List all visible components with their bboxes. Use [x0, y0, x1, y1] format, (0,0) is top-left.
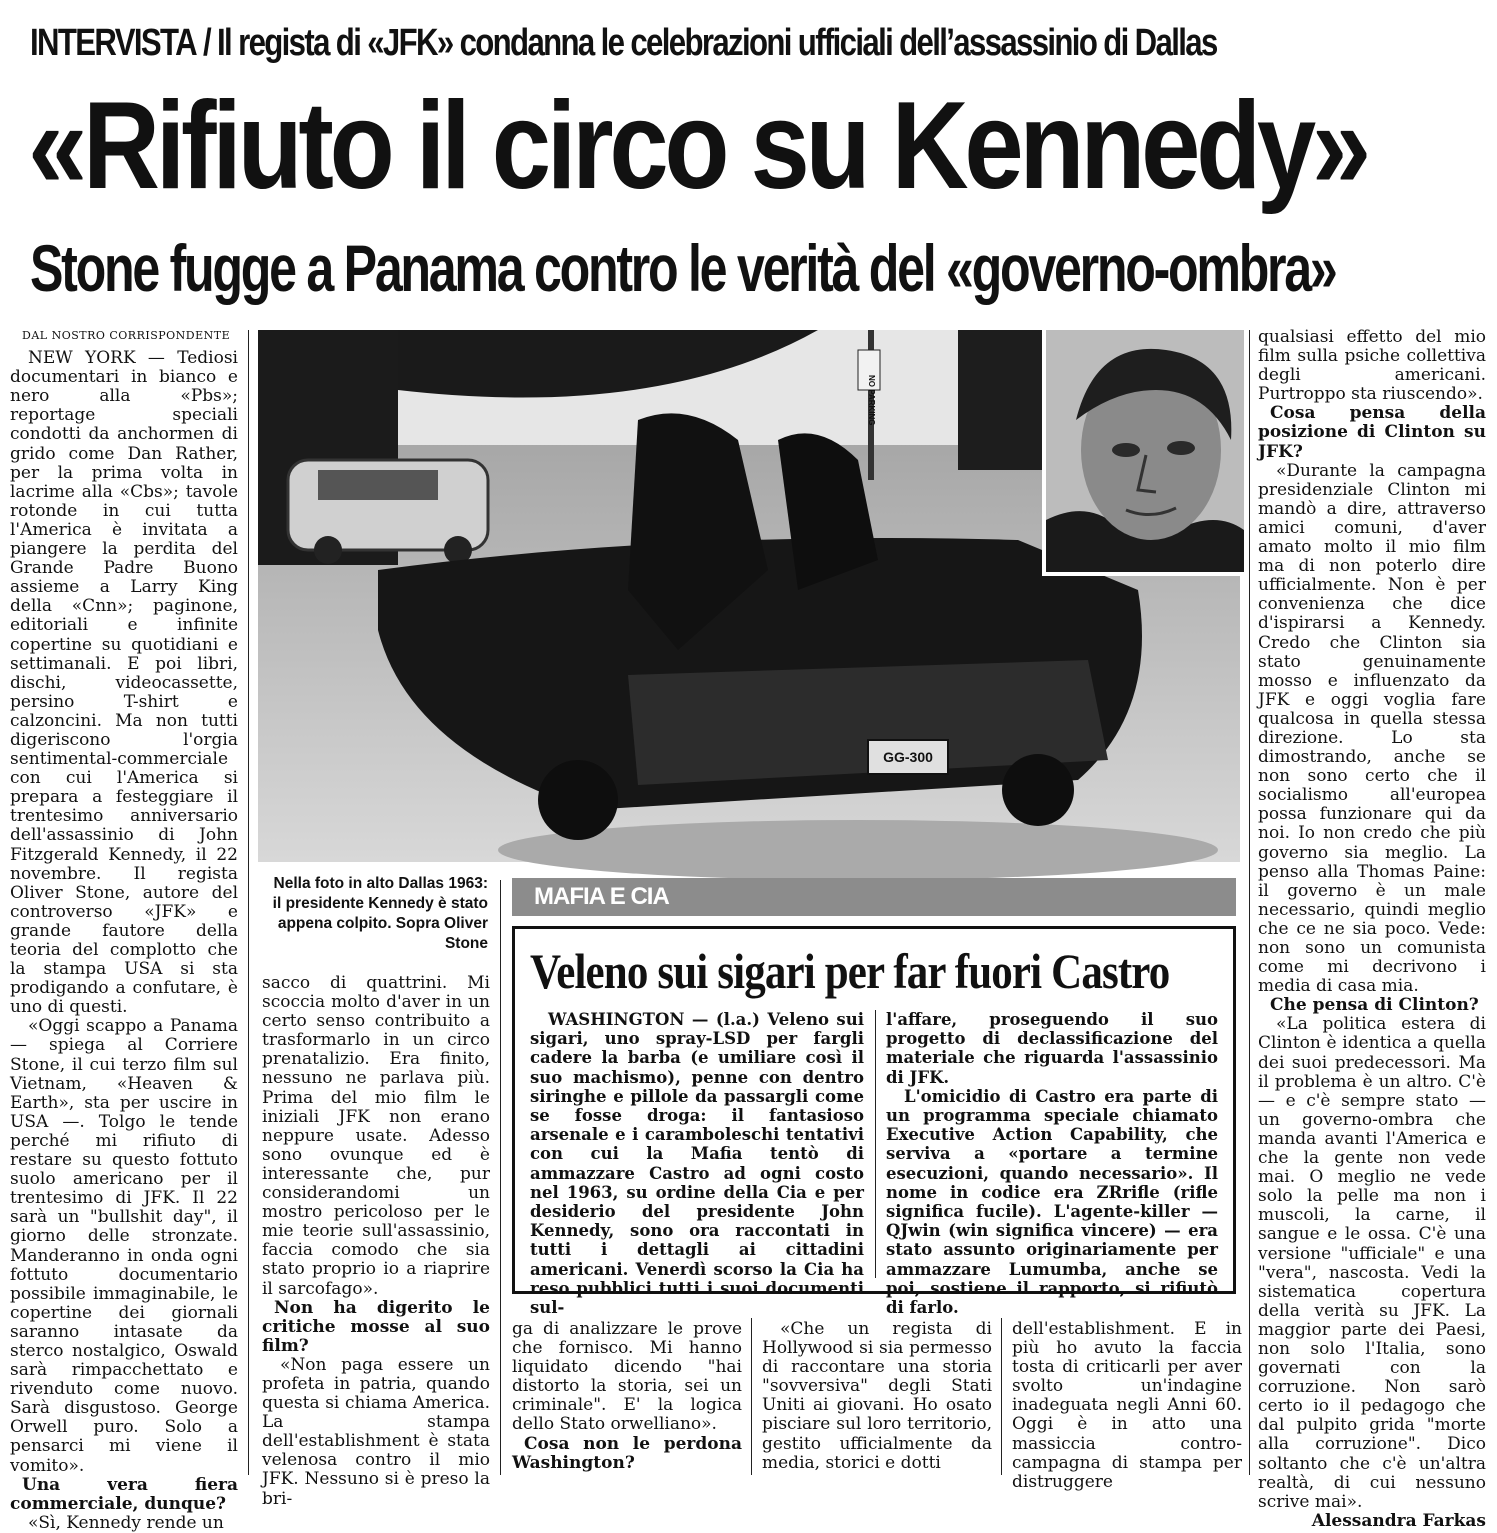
no-parking-sign-text: NO PARKING [867, 375, 876, 426]
paragraph: WASHINGTON — (l.a.) Veleno sui sigari, uno spray-LSD per fargli cadere la barba (e umiliare così il suo machismo), penne con dentro siringhe e pillole da passargli come se fosse droga: il fantasioso arsenale e i caramboleschi tentativi con cui la Mafia tentò di ammazzare Castro ad ogni costo nel 1963, su ordine della Cia e per desiderio del presidente John Kennedy, sono ora raccontati in tutti i dettagli ai cittadini americani. Venerdì scorso la Cia ha reso pubblici tutti i suoi documenti sul- [530, 1010, 864, 1318]
photo-caption: Nella foto in alto Dallas 1963: il presidente Kennedy è stato appena colpito. Sopra Oliver Stone [272, 875, 488, 952]
kicker-separator: / [195, 22, 218, 64]
sidebar-divider [875, 1010, 876, 1278]
column-4 [762, 1320, 992, 1476]
column-divider [248, 330, 249, 1475]
correspondent-label: DAL NOSTRO CORRISPONDENTE [22, 329, 231, 342]
photo-oliver-stone [1042, 330, 1244, 576]
paragraph: ga di analizzare le prove che fornisco. Mi hanno liquidato dicendo "hai distorto la storia, sei un criminale". E' la logica dello Stato orwelliano». [512, 1319, 742, 1435]
column-divider [751, 1318, 752, 1475]
paragraph: «Durante la campagna presidenziale Clinton mi mandò a dire, attraverso amici comuni, d'aver amato molto il mio film ma di non poterlo dire ufficialmente. Non è per convenienza che dice d'ispirarsi a Kennedy. Credo che Clinton sia stato genuinamente mosso e influenzato da JFK e oggi voglia fare qualcosa in quella stessa direzione. Lo sta dimostrando, anche se non sono certo che il socialismo all'europea possa funzionare qui da noi. Io non credo che più governo sia meglio. La penso alla Thomas Paine: il governo è un male necessario, quindi meglio che ce ne sia poco. Vede: non sono un comunista come mi decrivono i media di casa mia. [1258, 460, 1486, 997]
kicker [30, 22, 1217, 74]
interview-question: Che pensa di Clinton? [1270, 995, 1479, 1016]
license-plate-text: GG-300 [883, 749, 933, 765]
paragraph: «Oggi scappo a Panama — spiega al Corriere Stone, il cui terzo film sul Vietnam, «Heaven & Earth», sta per uscire in USA —. Tolgo le tende perché mi rifiuto di restare su questo fottuto suolo americano per il trentesimo di JFK. Il 22 sarà un "bullshit day", il giorno delle stronzate. Manderanno in onda ogni fottuto documentario possibile immaginabile, le copertine dei giornali saranno intasate da sterco nostalgico, Oswald sarà rimpacchettato e rivenduto come nuovo. Sarà disgustoso. George Orwell puro. Solo a pensarci mi viene il vomito». [10, 1016, 238, 1476]
paragraph: dell'establishment. E in più ho avuto la faccia tosta di criticarli per aver svolto un'indagine inadeguata negli Anni 60. Oggi è in atto una massiccia controcampagna di stampa per distruggere [1012, 1319, 1242, 1492]
column-divider [1249, 330, 1250, 1475]
column-1 [10, 326, 238, 1533]
paragraph: L'omicidio di Castro era parte di un programma speciale chiamato Executive Action Capability, che serviva a «portare a termine esecuzioni, quando necessario». Il nome in codice era ZRrifle (rifle significa fucile). L'agente-killer — QJwin (win significa vincere) — era stato assunto originariamente per ammazzare Lumumba, anche se poi, sostiene il rapporto, si rifiutò di farlo. [886, 1086, 1218, 1318]
sidebar-label-text: MAFIA E CIA [534, 883, 669, 910]
subheadline: Stone fugge a Panama contro le verità del «governo-ombra» [30, 231, 1336, 305]
paragraph: «Non paga essere un profeta in patria, quando questa si chiama America. La stampa dell'establishment è stata velenosa contro il mio JFK. Nessuno si è preso la bri- [262, 1354, 490, 1509]
paragraph: qualsiasi effetto del mio film sulla psiche collettiva degli americani. Purtroppo sta riuscendo». [1258, 327, 1486, 405]
column-6 [1258, 327, 1486, 1531]
kicker-label: INTERVISTA [30, 22, 196, 64]
interview-question: Cosa non le perdona Washington? [512, 1433, 742, 1473]
paragraph: l'affare, proseguendo il suo progetto di declassificazione del materiale che riguarda l'assassinio di JFK. [886, 1010, 1218, 1087]
paragraph: NEW YORK — Tediosi documentari in bianco e nero alla «Pbs»; reportage speciali condotti da anchormen di grido come Dan Rather, per la prima volta in lacrime alla «Cbs»; tavole rotonde in cui tutta l'America è invitata a piangere la perdita del Grande Padre Buono assieme a Larry King della «Cnn»; paginone, editoriali e infinite copertine su quotidiani e settimanali. E poi libri, dischi, videocassette, persino T-shirt e calzoncini. Ma non tutti digeriscono l'orgia sentimental-commerciale con cui l'America si prepara a festeggiare il trentesimo anniversario dell'assassinio di John Fitzgerald Kennedy, il 22 novembre. Il regista Oliver Stone, autore del controverso «JFK» e grande fautore della teoria del complotto che la stampa USA si sta prodigando a confutare, è uno di questi. [10, 348, 238, 1018]
headline: «Rifiuto il circo su Kennedy» [28, 77, 1367, 215]
paragraph: «La politica estera di Clinton è identica a quella dei suoi predecessori. Ma il problema è un altro. C'è — e c'è sempre stato — un governo-ombra che manda avanti l'America e che la gente non vede mai. O meglio ne vede solo la pelle ma non i muscoli, la carne, il sangue e le ossa. C'è una versione "ufficiale" e una "vera", nascosta. Vedi la sistematica copertura della verità su JFK. La maggior parte dei Paesi, non solo l'Italia, sono governati con la corruzione. Non sarò certo io il pedagogo che dal pulpito grida "morte alla corruzione". Dico soltanto che c'è un'altra realtà, di cui nessuno scrive mai». [1258, 1014, 1486, 1512]
column-2 [262, 973, 490, 1509]
column-3 [512, 1320, 742, 1476]
sidebar-column-left [530, 1010, 864, 1318]
kicker-text: Il regista di «JFK» condanna le celebrazioni ufficiali dell’assassinio di Dallas [217, 22, 1217, 64]
column-divider [500, 880, 501, 1475]
interview-question: Non ha digerito le critiche mosse al suo film? [262, 1297, 490, 1356]
paragraph: sacco di quattrini. Mi scoccia molto d'aver in un certo senso contribuito a trasformarlo in un circo prenatalizio. Era finito, nessuno ne parlava più. Prima del mio film le iniziali JFK non erano neppure usate. Adesso sono ovunque ed è interessante che, pur considerandomi un mostro pericoloso per le mie teorie sull'assassinio, faccia comodo che sia stato proprio io a riaprire il sarcofago». [262, 973, 490, 1299]
sidebar-column-right [886, 1010, 1218, 1318]
sidebar-title: Veleno sui sigari per far fuori Castro [530, 943, 1170, 999]
portrait-illustration [1046, 330, 1244, 572]
paragraph: «Sì, Kennedy rende un [28, 1512, 224, 1533]
author-signature: Alessandra Farkas [1311, 1510, 1486, 1531]
column-divider [1001, 1318, 1002, 1475]
interview-question: Una vera fiera commerciale, dunque? [10, 1474, 238, 1514]
sidebar-label [512, 878, 1236, 916]
column-5 [1012, 1319, 1242, 1492]
paragraph: «Che un regista di Hollywood si sia permesso di raccontare una storia "sovversiva" degli Stati Uniti ai giovani. Ho osato pisciare sul loro territorio, gestito ufficialmente da media, storici e dotti [762, 1319, 992, 1473]
interview-question: Cosa pensa della posizione di Clinton su JFK? [1258, 403, 1486, 462]
